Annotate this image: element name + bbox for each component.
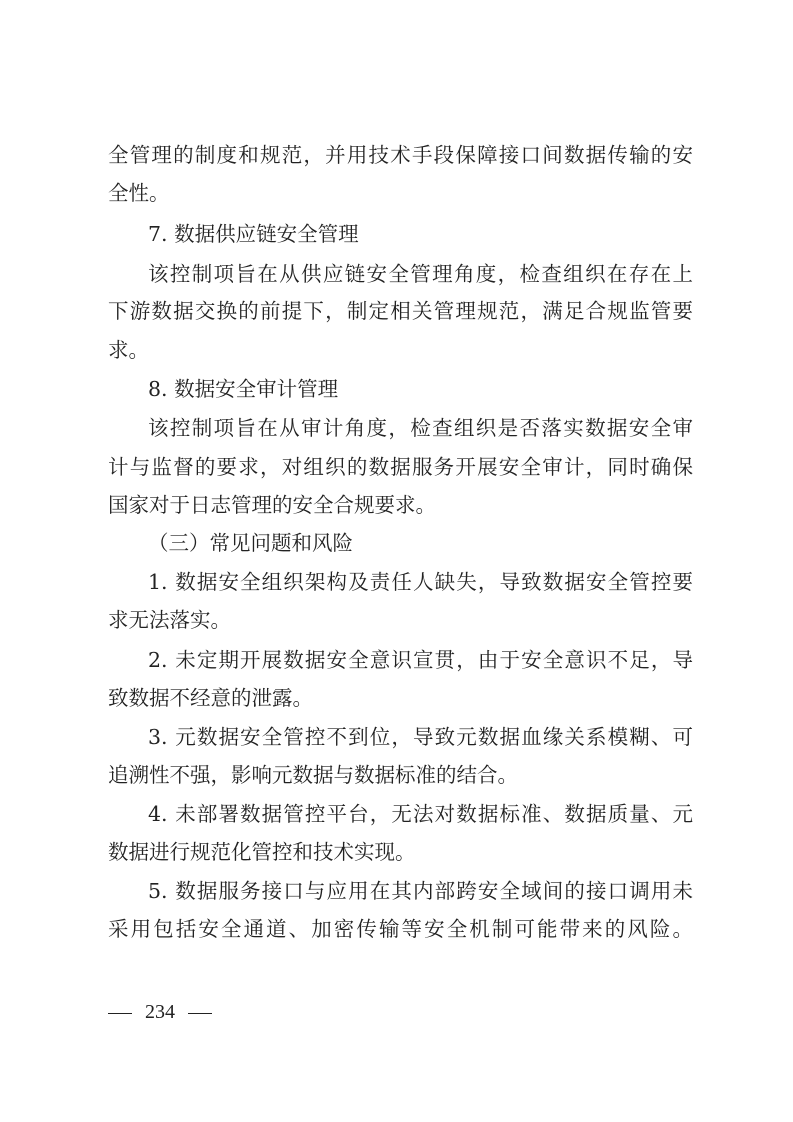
body-text-line: 该控制项旨在从供应链安全管理角度，检查组织在存在上 bbox=[148, 262, 693, 286]
list-item-text: 2. 未定期开展数据安全意识宣贯，由于安全意识不足，导 bbox=[148, 648, 693, 672]
footer-dash-left bbox=[108, 1013, 132, 1014]
list-item-text: 求无法落实。 bbox=[108, 608, 231, 632]
body-text-line: 计与监督的要求，对组织的数据服务开展安全审计，同时确保 bbox=[108, 455, 693, 479]
body-text-line: 全管理的制度和规范，并用技术手段保障接口间数据传输的安 bbox=[108, 143, 693, 167]
body-text-line: 国家对于日志管理的安全合规要求。 bbox=[108, 493, 436, 517]
list-item-text: 3. 元数据安全管控不到位，导致元数据血缘关系模糊、可 bbox=[148, 725, 693, 749]
list-item-text: 1. 数据安全组织架构及责任人缺失，导致数据安全管控要 bbox=[148, 570, 693, 594]
page-footer bbox=[108, 1000, 212, 1024]
list-item-text: 数据进行规范化管控和技术实现。 bbox=[108, 840, 416, 864]
list-item-text: 5. 数据服务接口与应用在其内部跨安全域间的接口调用未 bbox=[148, 879, 693, 903]
section-heading: 8. 数据安全审计管理 bbox=[148, 377, 339, 401]
page-number: 234 bbox=[145, 1001, 175, 1023]
body-text-line: 该控制项旨在从审计角度，检查组织是否落实数据安全审 bbox=[148, 416, 693, 440]
body-text-line: 下游数据交换的前提下，制定相关管理规范，满足合规监管要 bbox=[108, 299, 693, 323]
body-text-line: 全性。 bbox=[108, 181, 170, 205]
body-text-line: 求。 bbox=[108, 338, 149, 362]
list-item-text: 追溯性不强，影响元数据与数据标准的结合。 bbox=[108, 763, 518, 787]
footer-dash-right bbox=[188, 1013, 212, 1014]
list-item-text: 采用包括安全通道、加密传输等安全机制可能带来的风险。 bbox=[108, 917, 693, 941]
subsection-heading: （三）常见问题和风险 bbox=[148, 531, 353, 555]
list-item-text: 4. 未部署数据管控平台，无法对数据标准、数据质量、元 bbox=[148, 802, 693, 826]
list-item-text: 致数据不经意的泄露。 bbox=[108, 686, 313, 710]
section-heading: 7. 数据供应链安全管理 bbox=[148, 222, 359, 246]
